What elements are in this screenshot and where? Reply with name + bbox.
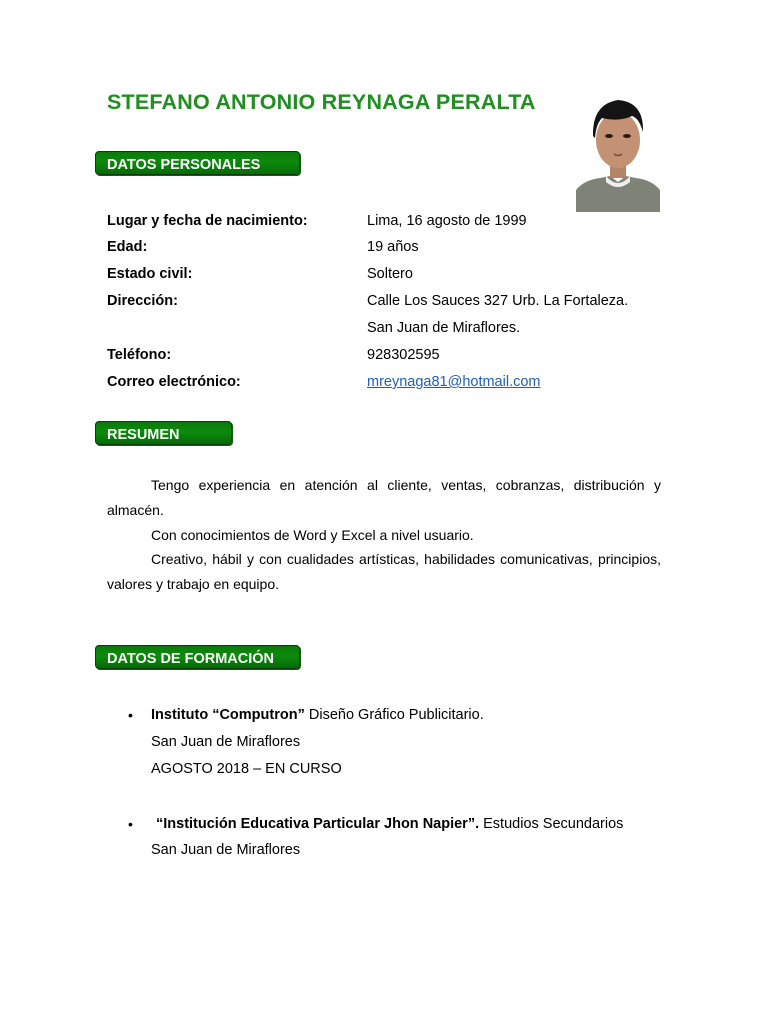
education-1-school: Instituto “Computron” <box>151 707 305 723</box>
age-label: Edad: <box>107 239 148 255</box>
summary-p2: Con conocimientos de Word y Excel a nivel usuario. <box>151 527 474 543</box>
address-line2: San Juan de Miraflores. <box>367 320 521 336</box>
age-value: 19 años <box>367 239 419 255</box>
birth-value: Lima, 16 agosto de 1999 <box>367 213 527 229</box>
summary-p1-line1: Tengo experiencia en atención al cliente, ventas, cobranzas, distribución y <box>151 477 661 493</box>
section-summary-title: RESUMEN <box>107 427 180 443</box>
education-1-location: San Juan de Miraflores <box>151 734 301 750</box>
civil-status-value: Soltero <box>367 266 413 282</box>
candidate-name: STEFANO ANTONIO REYNAGA PERALTA <box>107 90 536 114</box>
address-line1: Calle Los Sauces 327 Urb. La Fortaleza. <box>367 293 629 309</box>
education-2-location: San Juan de Miraflores <box>151 842 301 858</box>
phone-value: 928302595 <box>367 347 440 363</box>
birth-label: Lugar y fecha de nacimiento: <box>107 213 308 229</box>
bullet-icon: • <box>128 707 133 723</box>
profile-photo <box>576 92 660 212</box>
address-label: Dirección: <box>107 293 178 309</box>
education-1-program: Diseño Gráfico Publicitario. <box>304 707 484 723</box>
section-personal-data <box>95 151 300 175</box>
section-summary <box>95 421 232 445</box>
email-link[interactable]: mreynaga81@hotmail.com <box>367 374 541 390</box>
education-2-school: “Institución Educativa Particular Jhon Napier”. <box>156 816 480 832</box>
email-label: Correo electrónico: <box>107 374 241 390</box>
section-education <box>95 645 300 669</box>
education-item-1 <box>151 707 484 723</box>
summary-p3-line1: Creativo, hábil y con cualidades artísticas, habilidades comunicativas, principios, <box>151 551 661 567</box>
civil-status-label: Estado civil: <box>107 266 193 282</box>
education-item-2 <box>156 816 623 832</box>
summary-p1-line2: almacén. <box>107 502 164 518</box>
bullet-icon: • <box>128 816 133 832</box>
section-personal-data-title: DATOS PERSONALES <box>107 157 261 173</box>
section-education-title: DATOS DE FORMACIÓN <box>107 651 275 667</box>
phone-label: Teléfono: <box>107 347 172 363</box>
education-2-program: Estudios Secundarios <box>479 816 624 832</box>
education-1-dates: AGOSTO 2018 – EN CURSO <box>151 761 342 777</box>
summary-p3-line2: valores y trabajo en equipo. <box>107 576 279 592</box>
